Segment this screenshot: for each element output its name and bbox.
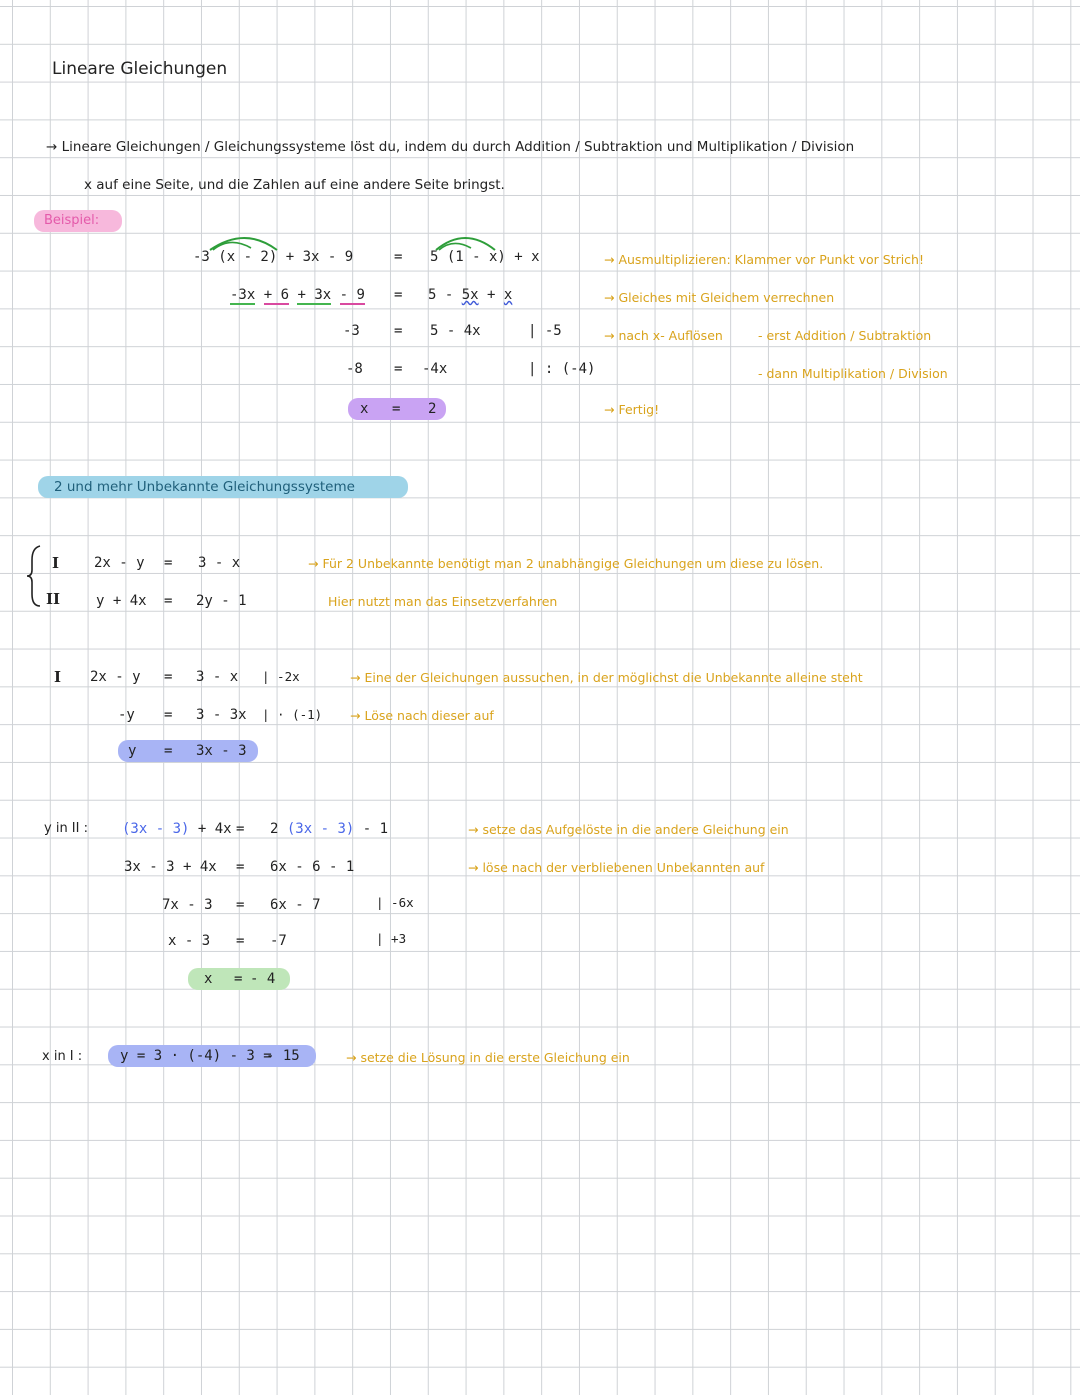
step2-row1-rhs: 2 (3x - 3) - 1 (270, 821, 389, 837)
example-note-6: → Fertig! (604, 402, 660, 417)
example-row2-rhs: 5 - 5x + x (428, 287, 513, 303)
step2-row2-rhs: 6x - 6 - 1 (270, 859, 355, 875)
example-row2-lhs (230, 286, 365, 304)
example-row3-op: | -5 (528, 323, 562, 339)
example-result-rhs: 2 (428, 401, 437, 417)
step1-row2-lhs: -y (118, 707, 135, 723)
system-brace (26, 544, 44, 608)
page-title: Lineare Gleichungen (52, 59, 228, 79)
example-row3-rhs: 5 - 4x (430, 323, 481, 339)
arrow-right-icon: → (350, 708, 365, 723)
step2-row2-lhs: 3x - 3 + 4x (124, 859, 217, 875)
step2-row4-eq: = (236, 933, 245, 949)
intro-line-1: → Lineare Gleichungen / Gleichungssysteme löst du, indem du durch Addition / Subtraktion und Multiplikation / Division (46, 139, 855, 155)
step2-row3-op: | -6x (376, 895, 414, 910)
like-term-x-d: x (503, 287, 513, 303)
step1-label: I (54, 668, 62, 686)
arrow-right-icon: → (468, 860, 483, 875)
step1-result-lhs: y (128, 743, 137, 759)
system-row2-rhs: 2y - 1 (196, 593, 247, 609)
example-row1-rhs: 5 (1 - x) + x (430, 249, 540, 265)
step1-note-2: → Löse nach dieser auf (350, 708, 494, 723)
system-row1-eq: = (164, 555, 173, 571)
step2-label: y in II : (44, 821, 88, 836)
step2-row1-eq: = (236, 821, 245, 837)
system-label-2: II (46, 590, 61, 608)
example-result-eq: = (392, 401, 401, 417)
example-row4-op: | : (-4) (528, 361, 596, 377)
example-note-5: - dann Multiplikation / Division (758, 366, 948, 381)
arrow-right-icon: → (604, 290, 619, 305)
example-row4-rhs: -4x (422, 361, 448, 377)
step3-note: → setze die Lösung in die erste Gleichung ein (346, 1050, 630, 1065)
example-row3-lhs: -3 (343, 323, 360, 339)
arrow-right-icon: → (604, 252, 619, 267)
like-term-x-b: + 3x (297, 287, 332, 303)
step2-result-rhs: - 4 (250, 971, 276, 987)
section2-heading: 2 und mehr Unbekannte Gleichungssysteme (54, 479, 355, 495)
step1-row1-lhs: 2x - y (90, 669, 141, 685)
example-result-lhs: x (360, 401, 369, 417)
example-note-2: → Gleiches mit Gleichem verrechnen (604, 290, 835, 305)
step3-expr: y = 3 · (-4) - 3 = (120, 1048, 272, 1064)
step2-row1-lhs: (3x - 3) + 4x (122, 821, 232, 837)
system-row1-rhs: 3 - x (198, 555, 241, 571)
example-row4-lhs: -8 (346, 361, 363, 377)
like-term-const-b: - 9 (339, 287, 365, 303)
example-label: Beispiel: (44, 213, 100, 228)
step2-note-2: → löse nach der verbliebenen Unbekannten auf (468, 860, 765, 875)
example-note-1: → Ausmultiplizieren: Klammer vor Punkt vor Strich! (604, 252, 924, 267)
step2-row4-rhs: -7 (270, 933, 287, 949)
example-row1-eq: = (394, 249, 403, 265)
step2-row4-op: | +3 (376, 931, 407, 946)
arrow-right-icon: → (346, 1050, 361, 1065)
step3-result: - 15 (266, 1048, 300, 1064)
step3-label: x in I : (42, 1049, 83, 1064)
system-row2-eq: = (164, 593, 173, 609)
step1-result-rhs: 3x - 3 (196, 743, 247, 759)
example-row2-eq: = (394, 287, 403, 303)
step1-result-eq: = (164, 743, 173, 759)
system-note-2: Hier nutzt man das Einsetzverfahren (328, 594, 558, 609)
step2-note-1: → setze das Aufgelöste in die andere Gleichung ein (468, 822, 789, 837)
step2-row2-eq: = (236, 859, 245, 875)
arrow-right-icon: → (350, 670, 365, 685)
example-row1-lhs: -3 (x - 2) + 3x - 9 (193, 249, 354, 265)
step2-row3-rhs: 6x - 7 (270, 897, 321, 913)
like-term-x-a: -3x (230, 287, 256, 303)
arrow-right-icon: → (604, 402, 619, 417)
like-term-const-a: + 6 (263, 287, 290, 303)
step2-result-eq: = (234, 971, 243, 987)
step1-row1-op: | -2x (262, 669, 300, 684)
system-note-1: → Für 2 Unbekannte benötigt man 2 unabhängige Gleichungen um diese zu lösen. (308, 556, 824, 571)
arrow-right-icon: → (46, 139, 62, 155)
example-note-3: → nach x- Auflösen (604, 328, 723, 343)
example-note-4: - erst Addition / Subtraktion (758, 328, 932, 343)
step1-row1-eq: = (164, 669, 173, 685)
step1-row2-rhs: 3 - 3x (196, 707, 247, 723)
arrow-right-icon: → (468, 822, 483, 837)
step2-row4-lhs: x - 3 (168, 933, 211, 949)
step2-row3-eq: = (236, 897, 245, 913)
step1-row1-rhs: 3 - x (196, 669, 239, 685)
intro-line-2: x auf eine Seite, und die Zahlen auf eine andere Seite bringst. (84, 177, 505, 193)
example-row4-eq: = (394, 361, 403, 377)
step1-note-1: → Eine der Gleichungen aussuchen, in der möglichst die Unbekannte alleine steht (350, 670, 863, 685)
like-term-x-c: 5x (461, 287, 479, 303)
system-row2-lhs: y + 4x (96, 593, 147, 609)
step1-row2-op: | · (-1) (262, 707, 323, 722)
system-label-1: I (52, 554, 60, 572)
step2-row3-lhs: 7x - 3 (162, 897, 213, 913)
step2-result-lhs: x (204, 971, 213, 987)
system-row1-lhs: 2x - y (94, 555, 145, 571)
arrow-right-icon: → (308, 556, 323, 571)
step1-row2-eq: = (164, 707, 173, 723)
arrow-right-icon: → (604, 328, 619, 343)
example-row3-eq: = (394, 323, 403, 339)
